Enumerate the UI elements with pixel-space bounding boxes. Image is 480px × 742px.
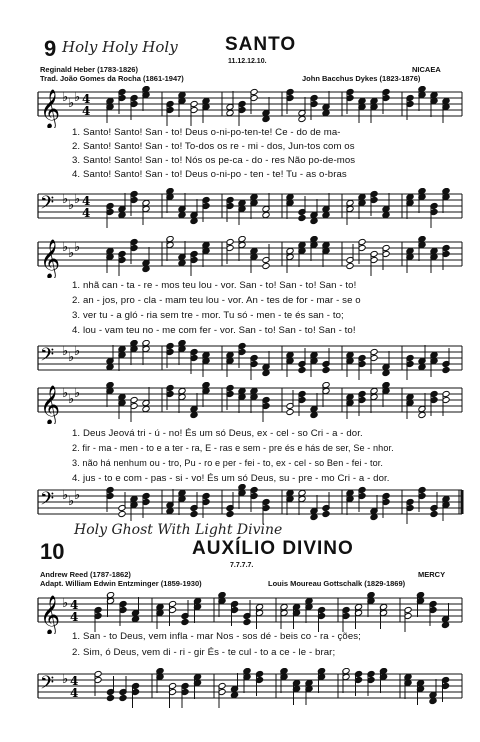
time-signature-digit: 4 bbox=[70, 598, 79, 612]
treble-clef-icon: 𝄞 bbox=[40, 595, 61, 634]
note-head bbox=[142, 265, 150, 272]
time-signature-digit: 4 bbox=[70, 686, 79, 700]
flat-icon: ♭ bbox=[68, 198, 75, 213]
treble-clef-icon: 𝄞 bbox=[40, 385, 61, 424]
treble-clef-icon: 𝄞 bbox=[40, 239, 61, 278]
lyric-line: 4. jus - to e com - pas - si - vo! És um só Deus, su - pre - mo Cri - a - dor. bbox=[72, 473, 390, 484]
time-signature-digit: 4 bbox=[82, 194, 91, 208]
flat-icon: ♭ bbox=[62, 596, 69, 611]
note-head bbox=[118, 211, 126, 218]
note-head bbox=[119, 694, 127, 701]
flat-icon: ♭ bbox=[74, 192, 81, 207]
note-head bbox=[142, 405, 150, 412]
flat-icon: ♭ bbox=[62, 192, 69, 207]
note-head bbox=[226, 510, 234, 517]
note-head bbox=[429, 697, 437, 704]
treble-clef-icon: 𝄞 bbox=[40, 89, 61, 128]
time-signature-digit: 4 bbox=[82, 92, 91, 106]
lyric-line: 3. ver tu - a gló - ria sem tre - mor. Tu só - men - te és san - to; bbox=[72, 310, 344, 321]
tune-name: NICAEA bbox=[412, 65, 441, 74]
flat-icon: ♭ bbox=[68, 494, 75, 509]
note-head bbox=[418, 363, 426, 370]
flat-icon: ♭ bbox=[68, 350, 75, 365]
flat-icon: ♭ bbox=[74, 240, 81, 255]
note-head bbox=[262, 262, 270, 269]
treble-staff bbox=[0, 86, 480, 128]
lyric-line: 2. Santo! Santo! San - to! To-dos os re - mi - dos, Jun-tos com os bbox=[72, 141, 355, 152]
hymn-title: SANTO bbox=[225, 34, 297, 55]
note-head bbox=[106, 694, 114, 701]
translator-credit: Trad. João Gomes da Rocha (1861-1947) bbox=[40, 74, 184, 83]
lyric-line: 1. nhã can - ta - re - mos teu lou - vor. San - to! San - to! San - to! bbox=[72, 280, 357, 291]
note-head bbox=[310, 217, 318, 224]
lyric-line: 1. Deus Jeová tri - ú - no! És um só Deus, ex - cel - so Cri - a - dor. bbox=[72, 428, 363, 439]
flat-icon: ♭ bbox=[74, 386, 81, 401]
lyric-line: 2. Sim, ó Deus, vem di - ri - gir És - te cul - to a ce - le - brar; bbox=[72, 647, 336, 658]
note-head bbox=[322, 211, 330, 218]
time-signature-digit: 4 bbox=[82, 206, 91, 220]
note-head bbox=[243, 618, 251, 625]
author-credit: Andrew Reed (1787-1862) bbox=[40, 570, 131, 579]
flat-icon: ♭ bbox=[62, 344, 69, 359]
note-head bbox=[310, 411, 318, 418]
lyric-line: 4. Santo! Santo! San - to! Deus o-ni-po - ten - te! Tu - as o-bras bbox=[72, 169, 347, 180]
note-head bbox=[346, 262, 354, 269]
time-signature-digit: 4 bbox=[70, 674, 79, 688]
adapter-credit: Adapt. William Edwin Entzminger (1859-1930) bbox=[40, 579, 202, 588]
note-head bbox=[262, 115, 270, 122]
bass-staff bbox=[0, 668, 480, 710]
note-head bbox=[298, 366, 306, 373]
note-head bbox=[178, 211, 186, 218]
note-head bbox=[181, 618, 189, 625]
flat-icon: ♭ bbox=[74, 344, 81, 359]
composer-credit: Louis Moureau Gottschalk (1829-1869) bbox=[268, 579, 406, 588]
bass-clef-icon: 𝄢 bbox=[40, 345, 55, 370]
tune-name: MERCY bbox=[418, 570, 446, 579]
treble-staff bbox=[0, 236, 480, 278]
note-head bbox=[298, 115, 306, 122]
note-head bbox=[442, 366, 450, 373]
note-head bbox=[382, 369, 390, 376]
flat-icon: ♭ bbox=[62, 488, 69, 503]
bass-clef-icon: 𝄢 bbox=[40, 489, 55, 514]
meter: 11.12.12.10. bbox=[228, 58, 267, 65]
flat-icon: ♭ bbox=[74, 90, 81, 105]
note-head bbox=[106, 363, 114, 370]
note-head bbox=[370, 513, 378, 520]
note-head bbox=[286, 408, 294, 415]
lyric-line: 2. an - jos, pro - cla - mam teu lou - vor. An - tes de for - mar - se o bbox=[72, 295, 361, 306]
note-head bbox=[322, 109, 330, 116]
hymn-title: AUXÍLIO DIVINO bbox=[192, 538, 354, 559]
treble-staff bbox=[0, 592, 480, 634]
handwritten-note: Holy Holy Holy bbox=[62, 38, 178, 56]
note-head bbox=[322, 366, 330, 373]
note-head bbox=[178, 259, 186, 266]
lyric-line: 4. lou - vam teu no - me com fer - vor. San - to! San - to! San - to! bbox=[72, 325, 356, 336]
note-head bbox=[262, 369, 270, 376]
note-head bbox=[430, 510, 438, 517]
note-head bbox=[298, 214, 306, 221]
note-head bbox=[190, 411, 198, 418]
note-head bbox=[310, 513, 318, 520]
flat-icon: ♭ bbox=[68, 246, 75, 261]
note-head bbox=[441, 621, 449, 628]
note-head bbox=[131, 615, 139, 622]
note-head bbox=[226, 109, 234, 116]
bass-staff bbox=[0, 484, 480, 526]
handwritten-note: Holy Ghost With Light Divine bbox=[74, 522, 283, 538]
note-head bbox=[262, 211, 270, 218]
bass-staff bbox=[0, 340, 480, 382]
flat-icon: ♭ bbox=[68, 96, 75, 111]
treble-staff bbox=[0, 382, 480, 424]
bass-staff bbox=[0, 188, 480, 230]
composer-credit: John Bacchus Dykes (1823-1876) bbox=[302, 74, 421, 83]
flat-icon: ♭ bbox=[62, 672, 69, 687]
flat-icon: ♭ bbox=[62, 240, 69, 255]
note-head bbox=[118, 510, 126, 517]
note-head bbox=[190, 510, 198, 517]
lyric-line: 1. Santo! Santo! San - to! Deus o-ni-po-ten-te! Ce - do de ma- bbox=[72, 127, 341, 138]
note-head bbox=[322, 510, 330, 517]
flat-icon: ♭ bbox=[62, 386, 69, 401]
lyric-line: 2. fir - ma - men - to e a ter - ra, E - ras e sem - pre és e hás de ser, Se - nhor. bbox=[72, 443, 394, 453]
author-credit: Reginald Heber (1783-1826) bbox=[40, 65, 138, 74]
bass-clef-icon: 𝄢 bbox=[40, 193, 55, 218]
note-head bbox=[166, 507, 174, 514]
meter: 7.7.7.7. bbox=[230, 562, 254, 569]
note-head bbox=[230, 691, 238, 698]
flat-icon: ♭ bbox=[74, 488, 81, 503]
note-head bbox=[190, 217, 198, 224]
time-signature-digit: 4 bbox=[82, 104, 91, 118]
note-head bbox=[382, 211, 390, 218]
hymn-number: 9 bbox=[44, 36, 57, 61]
hymn-number: 10 bbox=[40, 539, 65, 564]
lyric-line: 1. San - to Deus, vem infla - mar Nos - sos dé - beis co - ra - ções; bbox=[72, 631, 361, 642]
bass-clef-icon: 𝄢 bbox=[40, 673, 55, 698]
time-signature-digit: 4 bbox=[70, 610, 79, 624]
lyric-line: 3. não há nenhum ou - tro, Pu - ro e per - fei - to, ex - cel - so Ben - fei - tor. bbox=[72, 458, 384, 468]
flat-icon: ♭ bbox=[68, 392, 75, 407]
note-head bbox=[418, 411, 426, 418]
flat-icon: ♭ bbox=[62, 90, 69, 105]
lyric-line: 3. Santo! Santo! San - to! Nós os pe-ca - do - res Não po-de-mos bbox=[72, 155, 356, 166]
